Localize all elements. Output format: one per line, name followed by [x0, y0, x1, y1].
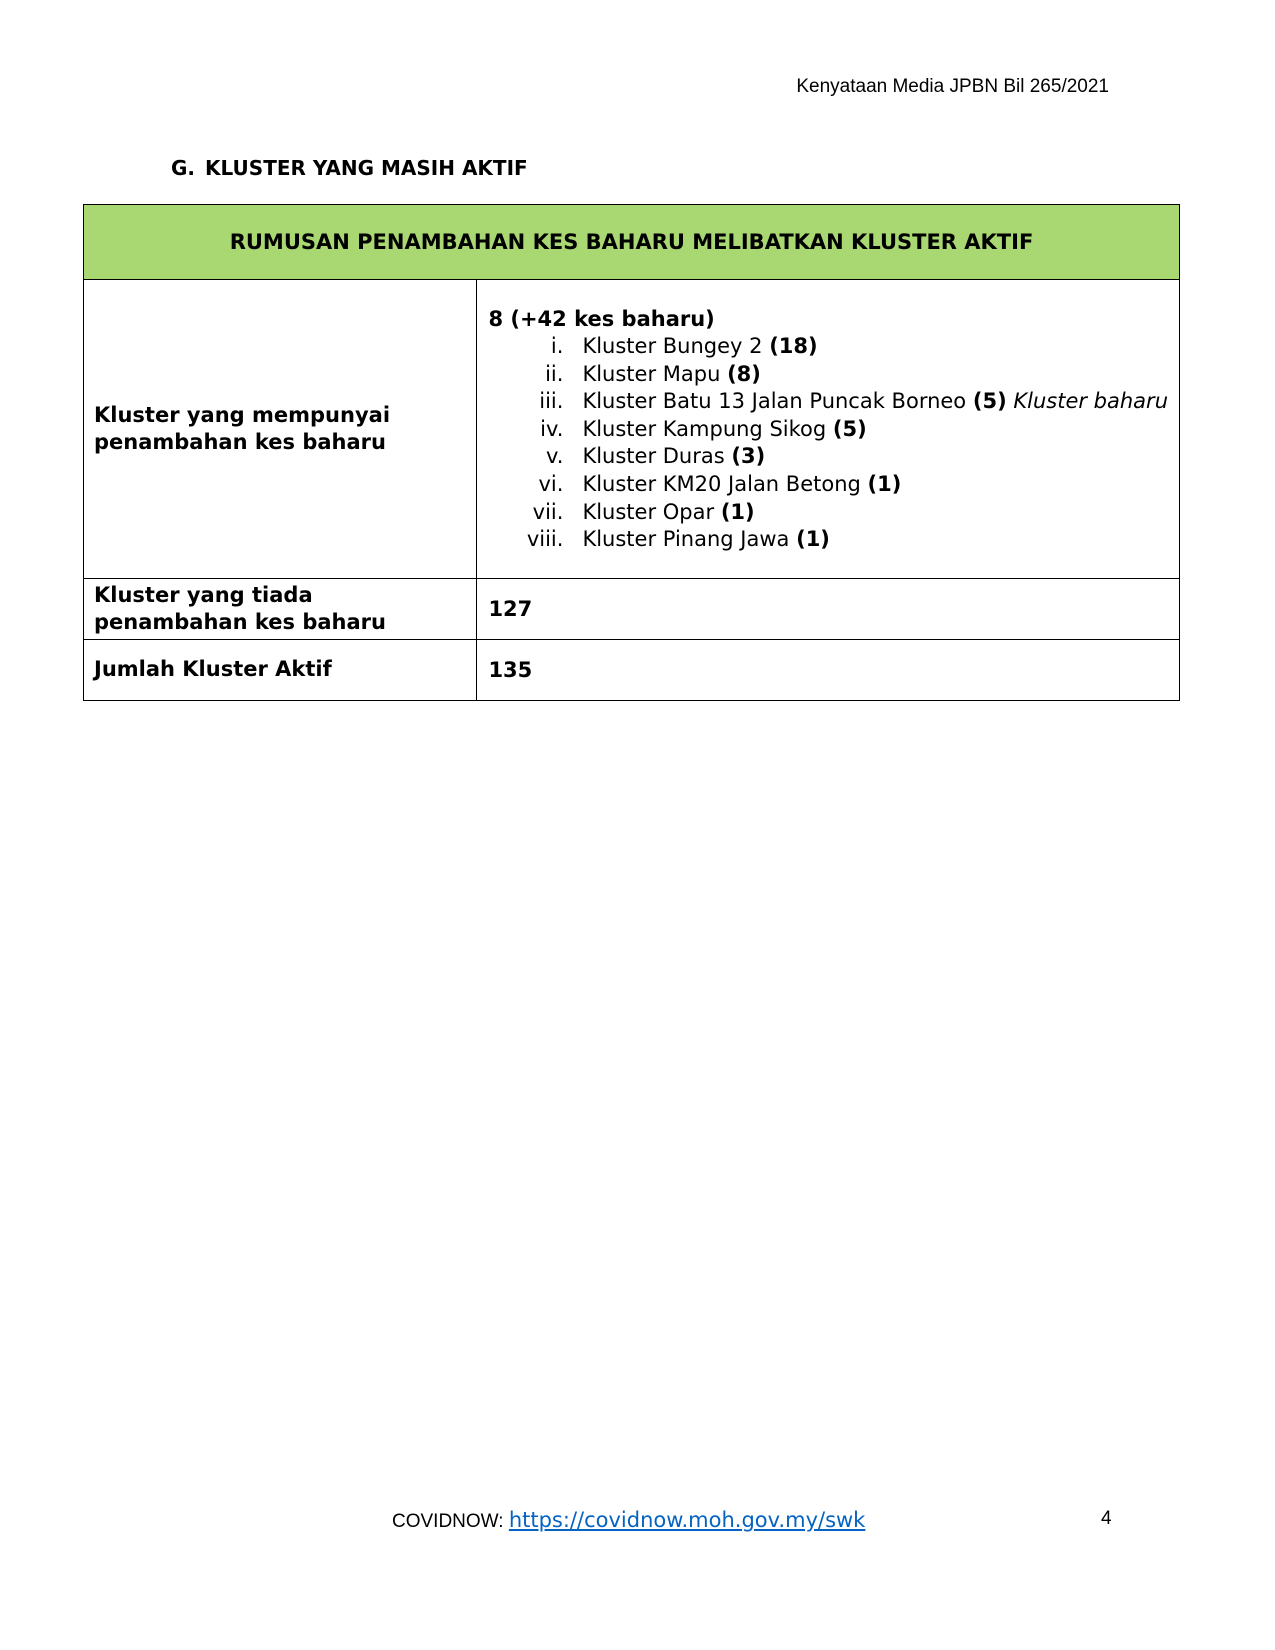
section-title — [171, 156, 528, 180]
list-item — [488, 443, 1168, 471]
cluster-case-count: (1) — [867, 471, 902, 496]
cluster-case-count: (1) — [796, 527, 830, 552]
no-new-cases-value: 127 — [477, 578, 1180, 639]
cluster-case-count: (5) — [832, 416, 867, 441]
document-reference: Kenyataan Media JPBN Bil 265/2021 — [796, 76, 1109, 97]
list-item — [488, 361, 1168, 389]
cluster-case-count: (18) — [769, 334, 818, 358]
list-item — [488, 471, 1168, 499]
new-cases-count: 8 (+42 kes baharu) — [488, 307, 715, 331]
cluster-list — [488, 333, 1168, 554]
list-item-number: viii. — [526, 527, 564, 552]
active-cluster-summary-table — [83, 204, 1180, 701]
row-label-total-active: Jumlah Kluster Aktif — [84, 639, 477, 700]
list-item — [488, 416, 1168, 444]
page-number: 4 — [1101, 1508, 1112, 1529]
list-item-number: iii. — [539, 389, 564, 414]
footer — [392, 1508, 865, 1533]
table-row — [84, 639, 1180, 700]
cluster-name: Kluster Bungey 2 — [582, 334, 763, 358]
list-item-number: vi. — [538, 471, 564, 496]
cluster-name: Kluster Opar — [582, 499, 715, 524]
list-item-number: i. — [550, 334, 564, 358]
new-cluster-note: Kluster baharu — [1013, 389, 1168, 414]
list-item-number: iv. — [540, 416, 564, 441]
table-heading: RUMUSAN PENAMBAHAN KES BAHARU MELIBATKAN KLUSTER AKTIF — [84, 205, 1180, 280]
cluster-name: Kluster Duras — [582, 444, 725, 469]
list-item-number: vii. — [532, 499, 564, 524]
footer-prefix: COVIDNOW: — [392, 1511, 504, 1532]
section-letter: G. — [171, 156, 196, 180]
cluster-name: Kluster Kampung Sikog — [582, 416, 827, 441]
list-item — [488, 526, 1168, 554]
new-cases-cell — [477, 280, 1180, 579]
row-label-no-new-cases: Kluster yang tiada penambahan kes baharu — [84, 578, 477, 639]
total-active-value: 135 — [477, 639, 1180, 700]
cluster-case-count: (5) — [972, 389, 1007, 414]
row-label-new-cases: Kluster yang mempunyai penambahan kes baharu — [84, 280, 477, 579]
list-item-number: ii. — [545, 361, 564, 386]
section-title-text: KLUSTER YANG MASIH AKTIF — [205, 156, 528, 180]
cluster-name: Kluster Pinang Jawa — [582, 527, 790, 552]
cluster-case-count: (1) — [720, 499, 755, 524]
cluster-case-count: (3) — [731, 444, 766, 469]
table-row — [84, 578, 1180, 639]
list-item — [488, 388, 1168, 416]
covidnow-link[interactable]: https://covidnow.moh.gov.my/swk — [508, 1508, 866, 1532]
list-item — [488, 333, 1168, 361]
cluster-name: Kluster Batu 13 Jalan Puncak Borneo — [582, 389, 967, 414]
cluster-case-count: (8) — [727, 361, 761, 386]
cluster-name: Kluster Mapu — [582, 361, 721, 386]
cluster-name: Kluster KM20 Jalan Betong — [582, 471, 861, 496]
list-item-number: v. — [545, 444, 564, 469]
table-row — [84, 280, 1180, 579]
list-item — [488, 499, 1168, 527]
